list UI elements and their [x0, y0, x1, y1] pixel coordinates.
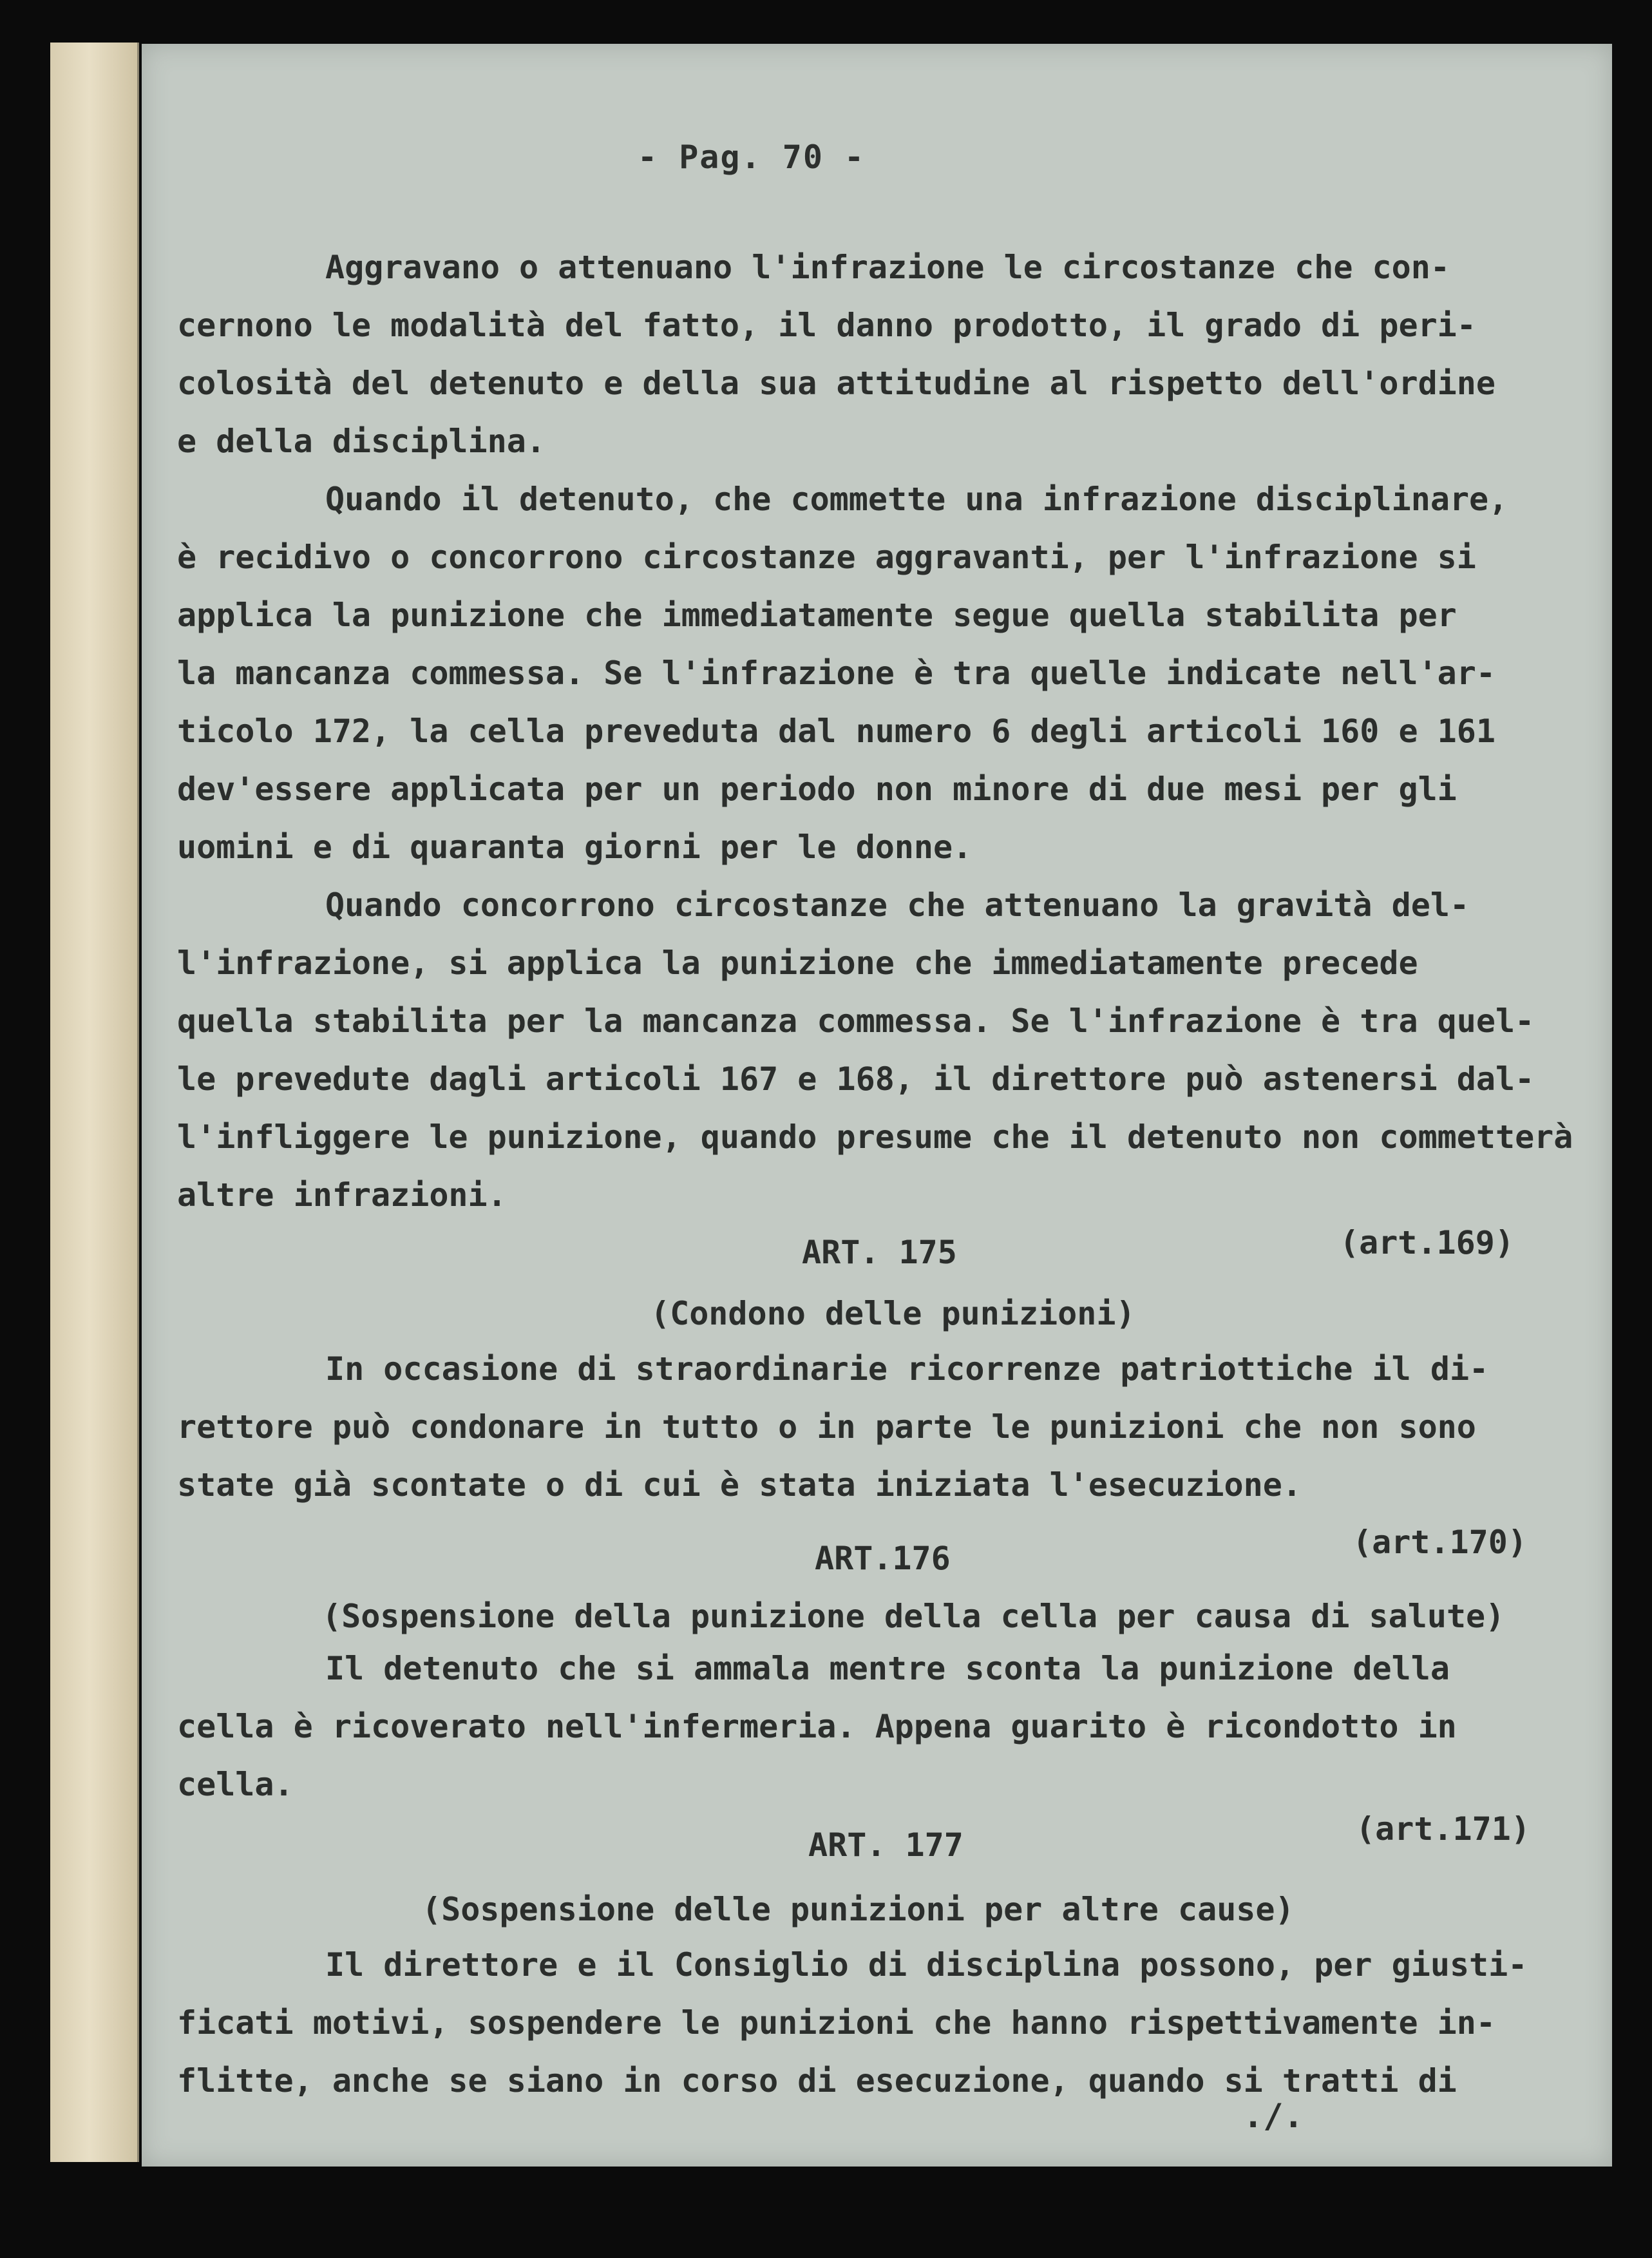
text-line: e della disciplina. — [177, 423, 546, 460]
text-line: state già scontate o di cui è stata iniziata l'esecuzione. — [177, 1466, 1302, 1504]
text-line: uomini e di quaranta giorni per le donne. — [177, 828, 973, 866]
text-line: altre infrazioni. — [177, 1176, 507, 1214]
text-line: In occasione di straordinarie ricorrenze patriottiche il di- — [325, 1350, 1489, 1388]
text-line: l'infrazione, si applica la punizione che immediatamente precede — [177, 944, 1418, 982]
document-binding-edge — [50, 43, 139, 2162]
text-line: Aggravano o attenuano l'infrazione le circostanze che con- — [325, 249, 1450, 286]
article-176-body — [177, 1640, 1517, 1813]
article-175-title: ART. 175 — [802, 1234, 957, 1271]
article-177-reference: (art.171) — [1356, 1810, 1530, 1848]
paragraph-mitigating — [177, 876, 1573, 1224]
text-line: le prevedute dagli articoli 167 e 168, il direttore può astenersi dal- — [177, 1060, 1535, 1098]
text-line: ficati motivi, sospendere le punizioni che hanno rispettivamente in- — [177, 2004, 1495, 2042]
text-line: Quando concorrono circostanze che attenuano la gravità del- — [325, 886, 1470, 924]
text-line: cernono le modalità del fatto, il danno prodotto, il grado di peri- — [177, 307, 1476, 344]
text-line: la mancanza commessa. Se l'infrazione è tra quelle indicate nell'ar- — [177, 655, 1495, 692]
page-number: - Pag. 70 - — [638, 139, 866, 176]
article-177-body — [177, 1936, 1528, 2110]
article-175-body — [177, 1340, 1517, 1514]
text-line: flitte, anche se siano in corso di esecuzione, quando si tratti di — [177, 2062, 1457, 2100]
paragraph-recidivism — [177, 470, 1517, 876]
text-line: dev'essere applicata per un periodo non minore di due mesi per gli — [177, 770, 1457, 808]
article-176-title: ART.176 — [815, 1540, 951, 1577]
text-line: Quando il detenuto, che commette una infrazione disciplinare, — [325, 481, 1508, 518]
text-line: rettore può condonare in tutto o in parte le punizioni che non sono — [177, 1408, 1476, 1446]
text-line: colosità del detenuto e della sua attitudine al rispetto dell'ordine — [177, 365, 1495, 402]
text-line: l'infliggere le punizione, quando presume che il detenuto non commetterà — [177, 1118, 1573, 1156]
article-177-subtitle: (Sospensione delle punizioni per altre cause) — [422, 1891, 1295, 1928]
continuation-mark: ./. — [1243, 2097, 1304, 2136]
text-line: cella. — [177, 1766, 294, 1803]
paragraph-aggravating — [177, 238, 1517, 470]
article-176-subtitle: (Sospensione della punizione della cella per causa di salute) — [322, 1598, 1505, 1635]
article-177-title: ART. 177 — [808, 1826, 964, 1864]
text-line: applica la punizione che immediatamente segue quella stabilita per — [177, 597, 1457, 634]
text-line: quella stabilita per la mancanza commessa. Se l'infrazione è tra quel- — [177, 1002, 1535, 1040]
article-176-reference: (art.170) — [1353, 1524, 1527, 1561]
text-line: Il detenuto che si ammala mentre sconta la punizione della — [325, 1650, 1450, 1687]
article-175-reference: (art.169) — [1340, 1224, 1514, 1261]
article-175-subtitle: (Condono delle punizioni) — [650, 1295, 1135, 1332]
text-line: è recidivo o concorrono circostanze aggravanti, per l'infrazione si — [177, 539, 1476, 576]
text-line: cella è ricoverato nell'infermeria. Appena guarito è ricondotto in — [177, 1708, 1457, 1745]
text-line: ticolo 172, la cella preveduta dal numero 6 degli articoli 160 e 161 — [177, 713, 1495, 750]
text-line: Il direttore e il Consiglio di disciplina possono, per giusti- — [325, 1946, 1528, 1984]
